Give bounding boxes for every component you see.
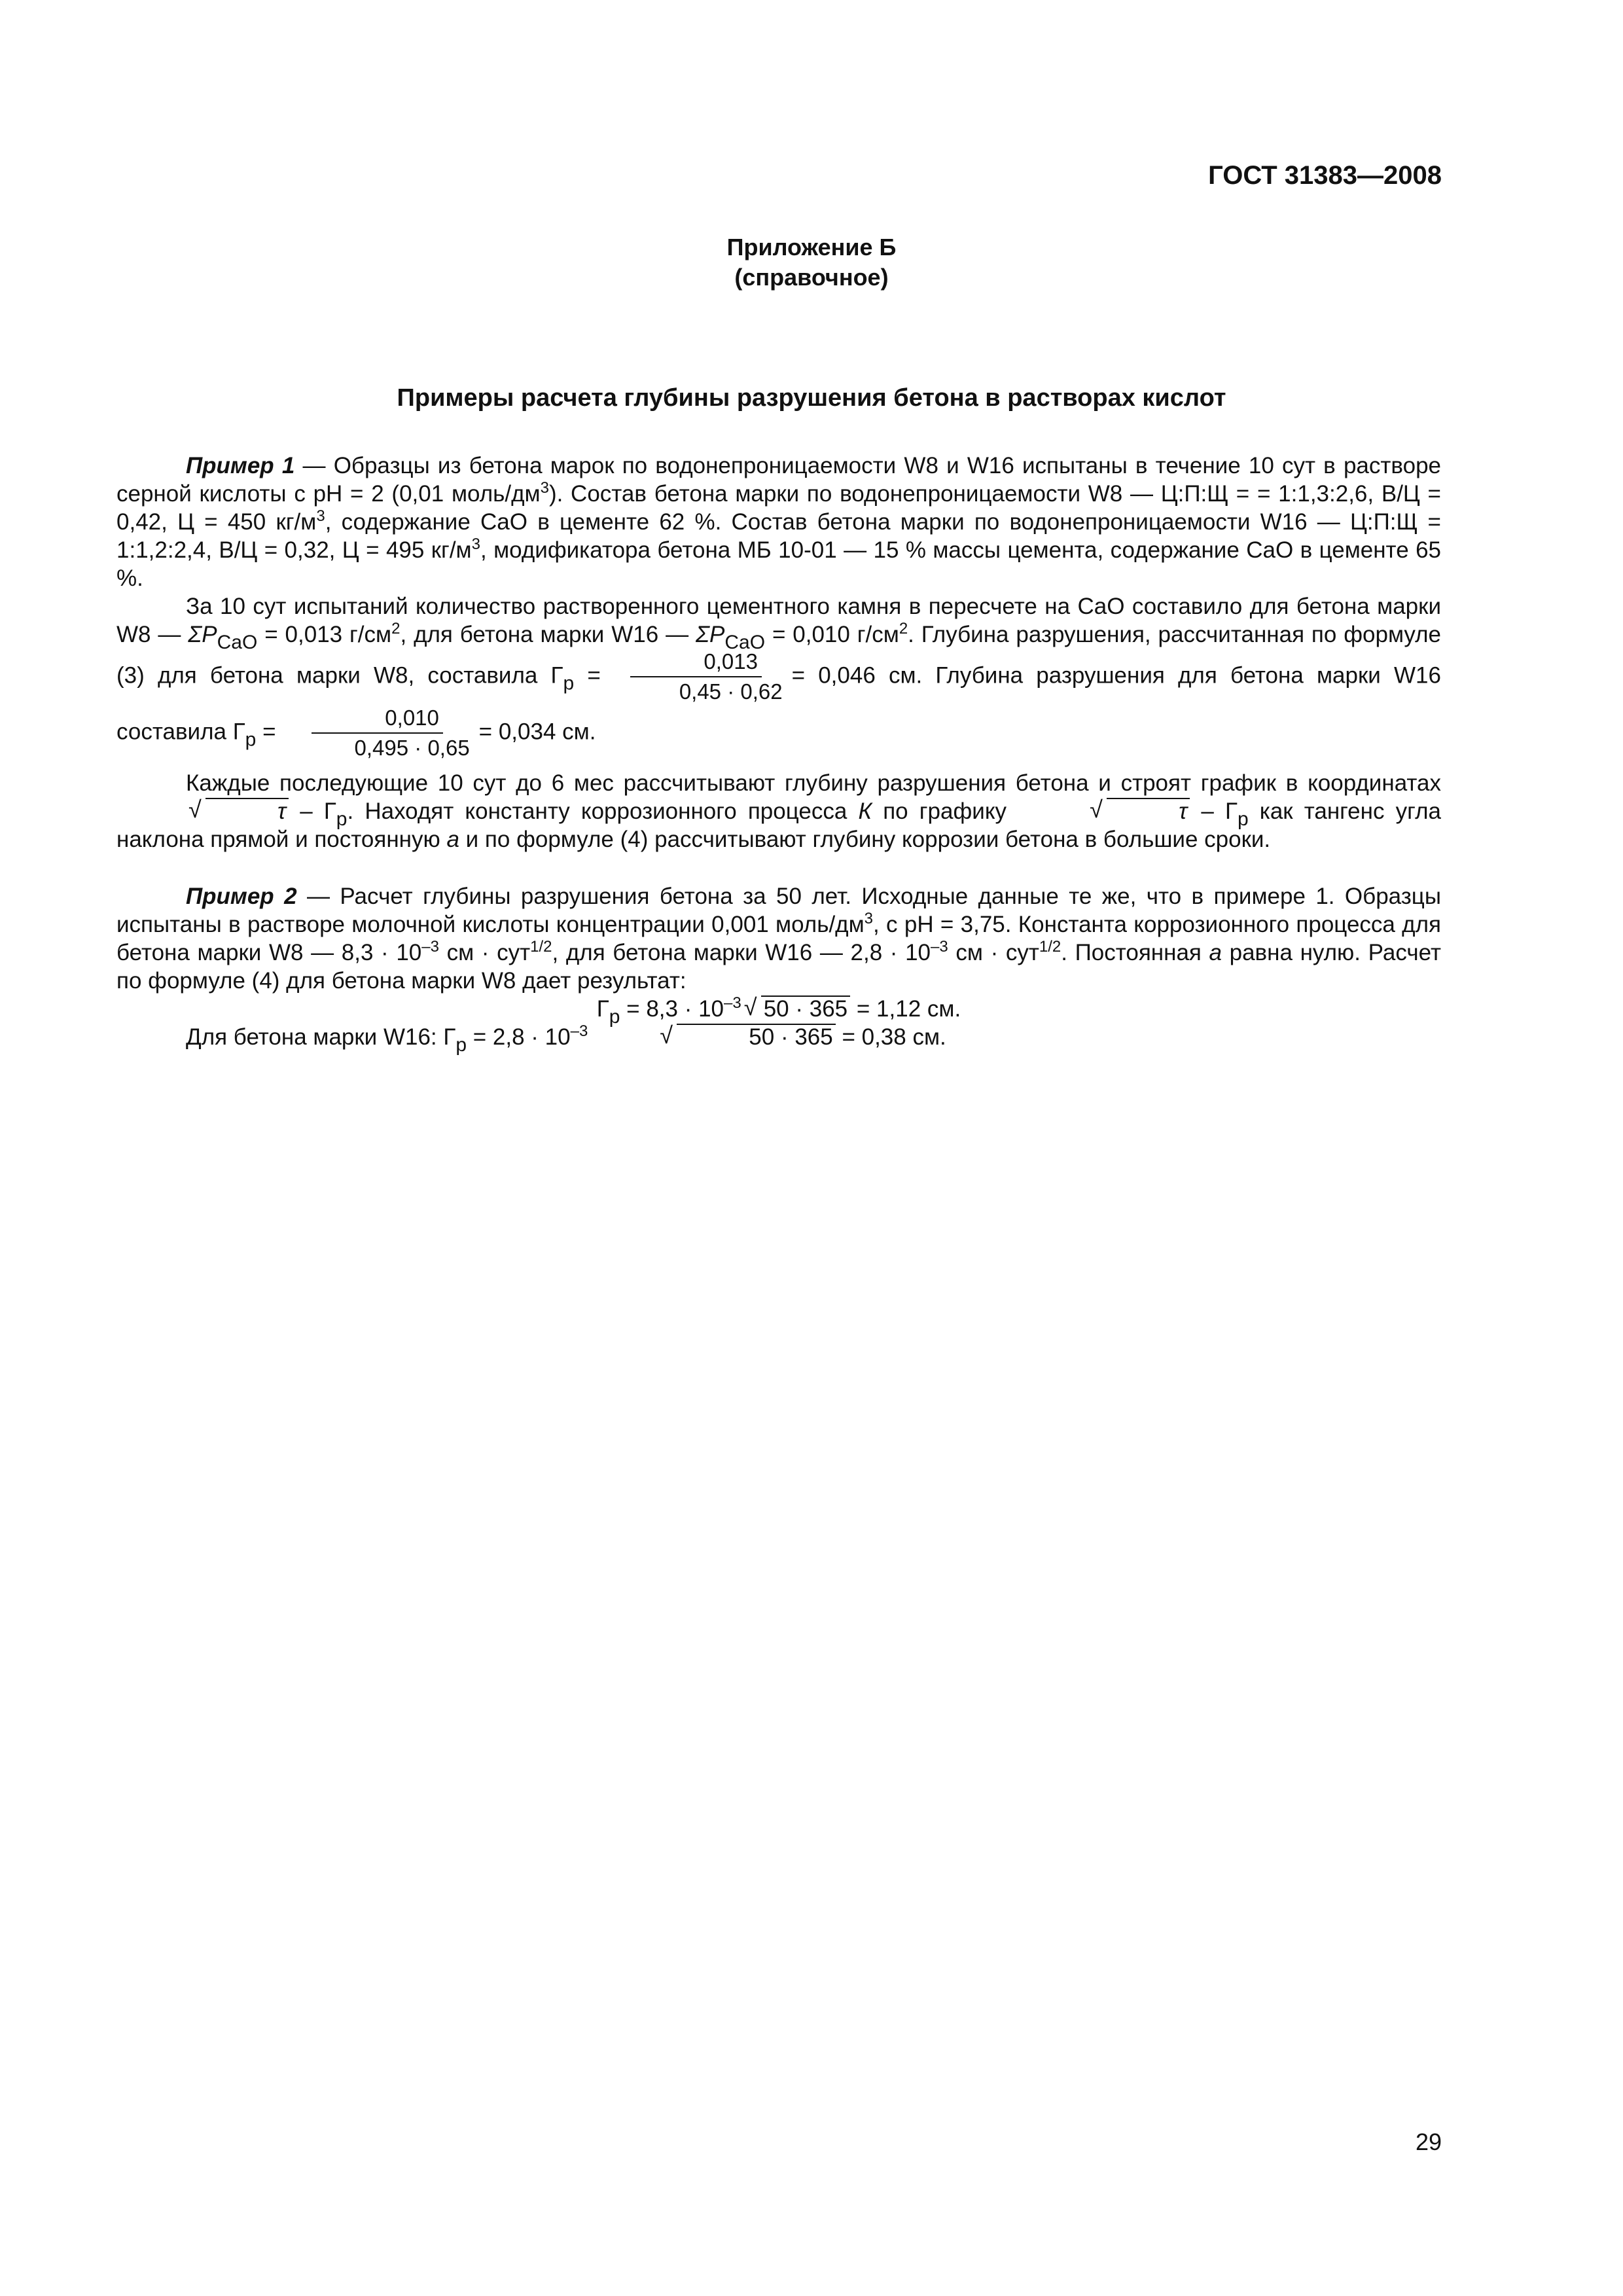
superscript: –3 — [570, 1022, 588, 1040]
fraction-w16 — [281, 705, 474, 761]
constant-a: а — [1209, 940, 1222, 965]
page-number: 29 — [1415, 2128, 1442, 2155]
radicand: 50 · 365 — [761, 996, 850, 1022]
subscript: р — [563, 672, 575, 694]
text-run: За 10 сут испытаний количество растворенного цементного камня в пересчете на CaO составило для бетона марки W8 — — [116, 594, 1441, 647]
superscript: 3 — [540, 479, 549, 497]
text-run: = 8,3 · 10 — [620, 996, 724, 1022]
text-run: – Г — [1190, 798, 1238, 824]
text-run: . Глубина разрушения, рассчитанная по формуле (3) для бетона марки W8, составила Г — [116, 622, 1442, 689]
text-run: , для бетона марки W16 — 2,8 · 10 — [552, 940, 931, 965]
text-run: Для бетона марки W16: Г — [186, 1024, 456, 1050]
radicand: τ — [1107, 798, 1190, 824]
text-run: = 0,013 г/см — [257, 622, 392, 647]
appendix-type: (справочное) — [734, 264, 889, 291]
text-run: по графику — [872, 798, 1018, 824]
sum-symbol: ΣP — [696, 622, 725, 647]
superscript: 3 — [316, 507, 325, 525]
formula-symbol: Г — [596, 996, 609, 1022]
text-run: , содержание CaO в цементе 62 %. Состав бетона марки по водонепроницаемости W16 — Ц:П:Щ = 1:1,2:2,4, В/Ц = 0,32, Ц = 495 кг/м — [116, 509, 1441, 563]
subscript: CaO — [217, 632, 258, 653]
square-root — [119, 797, 289, 825]
example2-label: Пример 2 — [186, 884, 297, 909]
superscript: –3 — [724, 994, 741, 1012]
text-run: = 1,12 см. — [850, 996, 961, 1022]
radicand: 50 · 365 — [677, 1024, 835, 1050]
example1-paragraph3 — [116, 769, 1441, 853]
text-run: = 0,38 см. — [835, 1024, 946, 1050]
text-run: – Г — [289, 798, 336, 824]
text-run: , с pH = 3,75. Константа коррозионного процесса для бетона марки W8 — 8,3 · 10 — [116, 912, 1441, 965]
fraction-w8 — [606, 649, 787, 705]
constant-a: а — [446, 827, 459, 852]
subscript: р — [455, 1034, 467, 1056]
example2-paragraph1 — [116, 882, 1441, 995]
document-code: ГОСТ 31383—2008 — [1208, 161, 1442, 190]
text-run: Каждые последующие 10 сут до 6 мес рассчитывают глубину разрушения бетона и строят график в координатах — [186, 770, 1441, 796]
formula-w8 — [116, 994, 1441, 1028]
superscript: –3 — [421, 938, 439, 956]
subscript: р — [609, 1006, 620, 1028]
text-run: = — [256, 719, 276, 745]
fraction-numerator: 0,010 — [312, 705, 443, 734]
subscript: р — [336, 808, 348, 830]
superscript: 3 — [471, 535, 480, 553]
superscript: 1/2 — [1039, 938, 1061, 956]
fraction-denominator: 0,495 · 0,65 — [354, 736, 470, 760]
section-title: Примеры расчета глубины разрушения бетона в растворах кислот — [397, 384, 1226, 412]
formula-w16 — [116, 1022, 1441, 1056]
text-run: , модификатора бетона МБ 10-01 — 15 % массы цемента, содержание CaO в цементе 65 %. — [116, 537, 1441, 591]
text-run: см · сут — [948, 940, 1039, 965]
text-run: ). Состав бетона марки по водонепроницаемости W8 — Ц:П:Щ = = 1:1,3:2,6, В/Ц = 0,42, Ц = 450 кг/м — [116, 481, 1441, 535]
radicand: τ — [205, 798, 289, 824]
appendix-label: Приложение Б — [726, 234, 897, 260]
text-run: = 0,046 см. Глубина разрушения для бетона марки W16 составила Г — [116, 662, 1441, 745]
superscript: 3 — [864, 910, 874, 927]
sum-symbol: ΣP — [188, 622, 217, 647]
text-run: — Образцы из бетона марок по водонепроницаемости W8 и W16 испытаны в течение 10 сут в растворе серной кислоты с pH = 2 (0,01 моль/дм — [116, 453, 1442, 507]
subscript: CaO — [724, 632, 766, 653]
square-root — [1020, 797, 1190, 825]
text-run: см · сут — [438, 940, 531, 965]
text-run: и по формуле (4) рассчитывают глубину коррозии бетона в большие сроки. — [459, 827, 1271, 852]
document-body — [116, 452, 1442, 1056]
text-run: = — [574, 662, 601, 689]
appendix-heading — [0, 232, 1623, 293]
text-run: как тангенс угла наклона прямой и постоянную — [116, 798, 1441, 852]
text-run: = 2,8 · 10 — [467, 1024, 571, 1050]
superscript: 2 — [899, 620, 908, 637]
subscript: р — [1237, 808, 1249, 830]
fraction-denominator: 0,45 · 0,62 — [679, 679, 783, 704]
text-run: — Расчет глубины разрушения бетона за 50 лет. Исходные данные те же, что в примере 1. Образцы испытаны в растворе молочной кислоты концентрации 0,001 моль/дм — [116, 884, 1441, 937]
square-root — [744, 995, 850, 1023]
example1-paragraph1 — [116, 452, 1441, 592]
example1-label: Пример 1 — [186, 453, 295, 478]
fraction-numerator: 0,013 — [630, 649, 762, 677]
superscript: –3 — [931, 938, 948, 956]
text-run: . Находят константу коррозионного процесса — [347, 798, 859, 824]
constant-k: К — [858, 798, 872, 824]
text-run: = 0,034 см. — [478, 719, 596, 745]
text-run: равна нулю. Расчет по формуле (4) для бетона марки W8 дает результат: — [116, 940, 1441, 994]
text-run: . Постоянная — [1061, 940, 1209, 965]
subscript: р — [245, 728, 257, 751]
superscript: 2 — [391, 620, 401, 637]
example1-paragraph2 — [116, 592, 1441, 761]
superscript: 1/2 — [530, 938, 552, 956]
text-run: , для бетона марки W16 — — [400, 622, 696, 647]
text-run: = 0,010 г/см — [765, 622, 899, 647]
square-root — [590, 1023, 835, 1051]
